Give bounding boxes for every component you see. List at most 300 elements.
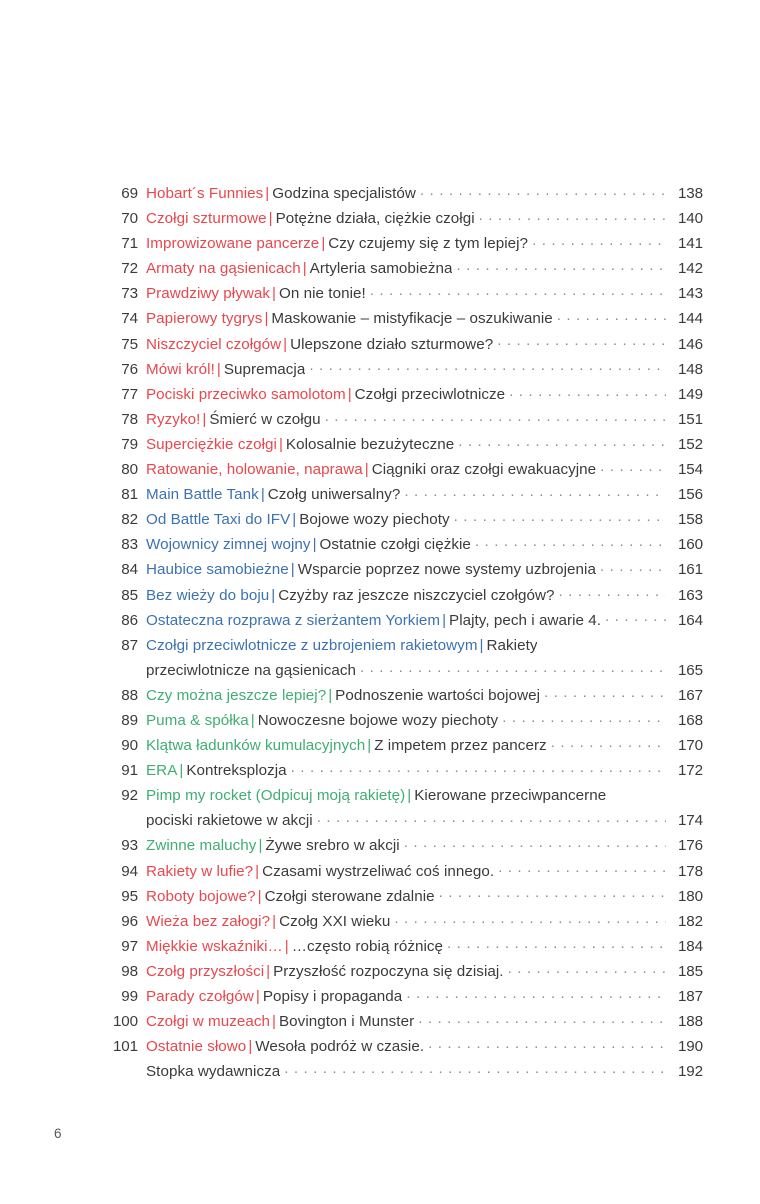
toc-entry-page-number: 185 [677,962,703,980]
toc-entry-subtitle: Bojowe wozy piechoty [299,511,450,529]
toc-entry-line [108,833,703,858]
page-folio-number: 6 [54,1126,62,1141]
toc-entry-separator: | [260,486,265,504]
toc-entry-separator: | [248,1038,253,1056]
toc-entry-separator: | [216,360,221,378]
toc-entry-title: Main Battle Tank [146,486,259,504]
toc-entry[interactable] [108,432,703,457]
toc-entry[interactable] [108,583,703,608]
toc-entry-line [108,482,703,507]
toc-entry[interactable] [108,407,703,432]
toc-entry-line [108,256,703,281]
toc-entry[interactable] [108,833,703,858]
toc-leader-dots [309,358,666,373]
toc-leader-dots [544,685,666,700]
toc-entry-separator: | [264,310,269,328]
toc-entry-page-number: 167 [677,686,703,704]
toc-leader-dots [317,810,666,825]
toc-entry-text [138,382,505,407]
toc-entry-subtitle: Ostatnie czołgi ciężkie [319,536,471,554]
toc-entry-subtitle: Ciągniki oraz czołgi ewakuacyjne [371,461,597,479]
toc-entry-line [108,1009,703,1034]
toc-entry-number: 88 [121,686,138,704]
toc-entry-title: Roboty bojowe? [146,887,256,905]
toc-entry[interactable] [108,557,703,582]
toc-entry[interactable] [108,633,703,683]
toc-entry-number: 75 [121,335,138,353]
toc-entry[interactable] [108,959,703,984]
toc-entry-title: Prawdziwy pływak [146,285,271,303]
toc-entry-page-number: 143 [677,285,703,303]
toc-entry-line [108,557,703,582]
toc-entry-line [108,758,703,783]
toc-entry-subtitle: Artyleria samobieżna [309,260,453,278]
toc-entry-subtitle: Czyżby raz jeszcze niszczyciel czołgów? [278,586,555,604]
toc-entry-line [108,859,703,884]
toc-entry-list [108,181,703,1084]
toc-entry-number: 98 [121,962,138,980]
toc-leader-dots [600,559,666,574]
toc-leader-dots [508,961,666,976]
toc-leader-dots [458,434,666,449]
toc-entry-line [108,382,703,407]
toc-entry-page-number: 142 [677,260,703,278]
toc-entry-line [108,306,703,331]
toc-entry[interactable] [108,256,703,281]
toc-entry-page-number: 156 [677,486,703,504]
toc-leader-dots [600,459,666,474]
toc-entry-line-continued [108,658,703,683]
toc-entry-page-number: 151 [677,410,703,428]
toc-entry-title: Pociski przeciwko samolotom [146,385,346,403]
toc-entry-subtitle: Kierowane przeciwpancerne [414,787,607,805]
toc-entry-title: Ratowanie, holowanie, naprawa [146,461,363,479]
toc-entry-line [108,457,703,482]
toc-entry-subtitle: Czy czujemy się z tym lepiej? [328,235,529,253]
toc-entry-title: Haubice samobieżne [146,561,289,579]
toc-entry-text [138,332,493,357]
toc-leader-dots [557,308,666,323]
toc-entry-separator: | [265,185,270,202]
toc-entry-separator: | [250,711,255,729]
toc-leader-dots [479,208,666,223]
toc-entry-number: 78 [121,410,138,428]
toc-entry-page-number: 182 [677,912,703,930]
toc-entry[interactable] [108,231,703,256]
toc-entry-line [108,934,703,959]
toc-entry-page-number: 187 [677,988,703,1005]
toc-entry-subtitle-continued: przeciwlotnicze na gąsienicach [146,661,357,679]
toc-leader-dots [360,660,666,675]
toc-entry-page-number: 154 [677,461,703,479]
toc-entry-subtitle: Ulepszone działo szturmowe? [290,335,494,353]
toc-entry-number: 69 [121,185,138,202]
toc-entry[interactable] [108,457,703,482]
toc-entry-number: 85 [121,586,138,604]
toc-entry[interactable] [108,306,703,331]
toc-entry-separator: | [255,862,260,880]
toc-entry-text [138,633,537,658]
toc-entry[interactable] [108,934,703,959]
toc-entry-text [138,959,504,984]
toc-entry-separator: | [268,210,273,228]
toc-entry-page-number: 165 [677,661,703,679]
toc-entry-separator: | [272,285,276,303]
toc-leader-dots [532,233,666,248]
toc-entry-number: 72 [121,260,138,278]
toc-entry[interactable] [108,532,703,557]
toc-entry-text [138,608,601,633]
toc-entry-line [108,281,703,306]
toc-entry-text [138,357,305,382]
toc-entry-title: ERA [146,762,178,780]
toc-entry-subtitle: Supremacja [223,360,306,378]
toc-entry-page-number: 161 [677,561,703,579]
toc-entry-number: 71 [121,235,138,253]
toc-entry-text [138,984,402,1009]
toc-entry-title: Zwinne maluchy [146,837,257,855]
toc-entry-text [138,758,287,783]
toc-entry-separator: | [292,511,297,529]
toc-entry-line-continued [108,808,703,833]
toc-entry-title: Miękkie wskaźniki… [146,937,283,955]
toc-entry-subtitle: Kontreksplozja [186,762,287,780]
toc-entry-title: Papierowy tygrys [146,310,263,328]
toc-entry-line [108,583,703,608]
toc-entry-title: Czołgi w muzeach [146,1013,271,1031]
toc-entry-subtitle: …często robią różnicę [291,937,444,955]
toc-entry-separator: | [257,887,262,905]
toc-entry-title: Czołgi szturmowe [146,210,267,228]
toc-entry-subtitle: Kolosalnie bezużyteczne [285,435,455,453]
toc-entry-subtitle: On nie tonie! [278,285,366,303]
toc-entry-number: 90 [121,737,138,755]
toc-entry-subtitle: Podnoszenie wartości bojowej [335,686,541,704]
toc-entry-page-number: 178 [677,862,703,880]
toc-entry-page-number: 188 [677,1013,703,1031]
toc-entry-text [138,206,475,231]
toc-entry-separator: | [278,435,283,453]
toc-entry-number: 99 [121,988,138,1005]
toc-leader-dots [502,710,666,725]
toc-entry-text [138,507,450,532]
toc-entry-separator: | [272,1013,276,1031]
toc-entry-line [108,909,703,934]
toc-entry-line [108,432,703,457]
toc-entry-line [108,884,703,909]
toc-entry-text [138,256,452,281]
toc-entry-title: Wieża bez załogi? [146,912,271,930]
toc-entry-text [138,833,400,858]
toc-leader-dots [394,911,666,926]
toc-entry[interactable] [108,1009,703,1034]
toc-leader-dots [475,534,666,549]
toc-entry-text [138,909,390,934]
toc-entry-separator: | [347,385,352,403]
toc-leader-dots [439,885,666,900]
toc-entry-title: Od Battle Taxi do IFV [146,511,291,529]
toc-entry-subtitle: Plajty, pech i awarie 4. [449,611,602,629]
toc-entry-title: Czołgi przeciwlotnicze z uzbrojeniem rakietowym [146,636,478,654]
toc-entry-separator: | [284,937,289,955]
toc-entry-number: 84 [121,561,138,579]
toc-entry-number: 77 [121,385,138,403]
toc-entry-page-number: 146 [677,335,703,353]
toc-entry-title: Puma & spółka [146,711,249,729]
toc-entry-number: 96 [121,912,138,930]
toc-entry-page-number: 158 [677,511,703,529]
toc-entry-subtitle: Śmierć w czołgu [209,410,321,428]
toc-entry-subtitle: Czołg XXI wieku [279,912,391,930]
toc-entry-page-number: 148 [677,360,703,378]
toc-entry-text [138,482,400,507]
toc-entry-number: 95 [121,887,138,905]
toc-leader-dots [551,735,666,750]
toc-leader-dots [509,384,666,399]
toc-entry[interactable] [108,733,703,758]
toc-entry-page-number: 152 [677,435,703,453]
toc-entry-subtitle: Nowoczesne bojowe wozy piechoty [257,711,499,729]
toc-entry-text [138,934,443,959]
toc-entry-separator: | [272,912,277,930]
toc-entry-subtitle: Czołg uniwersalny? [267,486,401,504]
toc-entry-subtitle: Żywe srebro w akcji [265,837,400,855]
toc-entry-text [138,432,454,457]
toc-entry-subtitle: Wesoła podróż w czasie. [255,1038,425,1056]
toc-entry-title: Czołg przyszłości [146,962,265,980]
toc-entry-title: Wojownicy zimnej wojny [146,536,311,554]
toc-entry-page-number: 168 [677,711,703,729]
toc-entry-number: 91 [121,762,138,780]
toc-entry[interactable] [108,608,703,633]
toc-entry-number: 76 [121,360,138,378]
toc-entry-title: Mówi król! [146,360,215,378]
toc-entry-text [138,884,435,909]
toc-entry-separator: | [258,837,263,855]
toc-entry-separator: | [479,636,484,654]
toc-leader-dots [456,258,666,273]
toc-entry-title: Czy można jeszcze lepiej? [146,686,327,704]
toc-entry-line [108,708,703,733]
toc-entry[interactable] [108,1034,703,1059]
toc-entry[interactable] [108,884,703,909]
toc-entry-text [138,783,606,808]
toc-entry-line [108,532,703,557]
toc-entry-page-number: 172 [677,762,703,780]
toc-entry-line [108,357,703,382]
toc-entry-page-number: 180 [677,887,703,905]
toc-entry-page-number: 141 [677,235,703,253]
toc-entry-line [108,407,703,432]
toc-entry-subtitle: Wsparcie poprzez nowe systemy uzbrojenia [297,561,596,579]
toc-entry[interactable] [108,382,703,407]
toc-entry-text [138,1009,414,1034]
toc-leader-dots [418,1011,666,1026]
toc-leader-dots [447,936,666,951]
toc-entry-line [108,683,703,708]
toc-leader-dots [497,333,666,348]
toc-entry-number: 80 [121,461,138,479]
toc-entry[interactable] [108,482,703,507]
toc-entry-number: 87 [121,636,138,654]
toc-entry-number: 82 [121,511,138,529]
toc-entry-number: 81 [121,486,138,504]
toc-entry-text [138,1034,424,1059]
toc-leader-dots [428,1036,666,1051]
toc-leader-dots [325,409,666,424]
toc-entry-page-number: 176 [677,837,703,855]
toc-leader-dots [420,183,666,198]
toc-leader-dots [404,835,666,850]
toc-entry-separator: | [202,410,207,428]
toc-entry[interactable] [108,783,703,833]
toc-entry-line [108,507,703,532]
toc-entry-number: 86 [121,611,138,629]
toc-entry-separator: | [283,335,288,353]
toc-entry-subtitle-continued: pociski rakietowe w akcji [146,812,313,830]
toc-entry-separator: | [367,737,372,755]
toc-entry-title: Klątwa ładunków kumulacyjnych [146,737,366,755]
toc-entry-page-number: 164 [677,611,703,629]
toc-leader-dots [291,760,666,775]
toc-entry[interactable] [108,281,703,306]
toc-entry-title: Improwizowane pancerze [146,235,320,253]
toc-leader-dots [558,584,666,599]
toc-entry-page-number: 190 [677,1038,703,1056]
toc-entry-text [138,181,416,206]
toc-leader-dots [605,609,666,624]
toc-entry-number: 93 [121,837,138,855]
toc-entry-separator: | [407,787,412,805]
toc-entry-number: 100 [112,1013,138,1031]
toc-entry-subtitle: Przyszłość rozpoczyna się dzisiaj. [273,962,504,980]
toc-entry-page-number: 163 [677,586,703,604]
toc-entry-page-number: 184 [677,937,703,955]
toc-entry[interactable] [108,206,703,231]
toc-entry-subtitle: Maskowanie – mistyfikacje – oszukiwanie [271,310,553,328]
toc-entry-text [138,859,494,884]
toc-entry-text [138,583,554,608]
toc-entry-text [138,407,321,432]
toc-entry[interactable] [108,1059,703,1084]
toc-entry-text [138,457,596,482]
toc-entry-separator: | [312,536,317,554]
toc-leader-dots [406,986,666,1001]
toc-entry-title: Armaty na gąsienicach [146,260,301,278]
toc-entry-subtitle: Godzina specjalistów [272,185,416,202]
toc-entry-separator: | [364,461,369,479]
toc-entry-subtitle: Bovington i Munster [279,1013,415,1031]
toc-entry-title: Parady czołgów [146,988,254,1005]
toc-leader-dots [284,1061,666,1076]
toc-entry-number: 79 [121,435,138,453]
toc-leader-dots [498,860,666,875]
toc-leader-dots [454,509,666,524]
toc-entry-line [108,332,703,357]
toc-entry-line [108,783,703,808]
toc-entry-text [138,306,553,331]
toc-entry-text [138,557,596,582]
toc-entry-separator: | [179,762,184,780]
toc-entry-subtitle: Popisy i propaganda [262,988,403,1005]
toc-entry[interactable] [108,758,703,783]
toc-entry[interactable] [108,683,703,708]
toc-entry-text [138,683,540,708]
toc-entry-page-number: 149 [677,385,703,403]
toc-entry-number: 101 [112,1038,138,1056]
toc-entry-number: 94 [121,862,138,880]
toc-entry-page-number: 174 [677,812,703,830]
toc-entry-page-number: 192 [677,1063,703,1081]
toc-entry-subtitle: Potężne działa, ciężkie czołgi [275,210,475,228]
toc-entry-text [138,708,498,733]
toc-entry-subtitle: Czasami wystrzeliwać coś innego. [262,862,495,880]
toc-entry-title: Ostatnie słowo [146,1038,247,1056]
toc-entry-separator: | [328,686,333,704]
toc-entry-separator: | [442,611,447,629]
toc-entry[interactable] [108,357,703,382]
toc-entry-separator: | [255,988,260,1005]
toc-entry-page-number: 170 [677,737,703,755]
toc-leader-dots [370,283,666,298]
toc-entry-line [108,181,703,206]
toc-entry[interactable] [108,708,703,733]
toc-entry-separator: | [302,260,307,278]
toc-entry-title: Niszczyciel czołgów [146,335,282,353]
toc-entry-separator: | [290,561,295,579]
toc-entry[interactable] [108,181,703,206]
toc-entry-subtitle: Z impetem przez pancerz [374,737,547,755]
toc-entry-title: Bez wieży do boju [146,586,270,604]
toc-leader-dots [404,484,666,499]
toc-entry-title: Ryzyko! [146,410,201,428]
toc-entry-line [108,733,703,758]
toc-entry-number: 83 [121,536,138,554]
toc-entry[interactable] [108,332,703,357]
toc-entry-line [108,984,703,1009]
toc-entry-line [108,608,703,633]
toc-entry-text [138,1059,280,1084]
toc-entry-line [108,1034,703,1059]
toc-entry-number: 73 [121,285,138,303]
toc-entry-title: Rakiety w lufie? [146,862,254,880]
toc-entry-title: Superciężkie czołgi [146,435,277,453]
toc-entry-separator: | [271,586,276,604]
toc-entry-page-number: 140 [677,210,703,228]
toc-entry-line [108,1059,703,1084]
toc-entry-page-number: 160 [677,536,703,554]
toc-entry-subtitle: Czołgi sterowane zdalnie [264,887,435,905]
toc-entry-text [138,532,471,557]
toc-entry-number: 74 [121,310,138,328]
toc-entry[interactable] [108,984,703,1009]
toc-entry-number: 92 [121,787,138,805]
toc-entry-text [138,231,528,256]
toc-entry-subtitle: Stopka wydawnicza [146,1063,281,1081]
toc-entry[interactable] [108,859,703,884]
toc-entry[interactable] [108,507,703,532]
toc-entry-separator: | [321,235,326,253]
toc-entry-text [138,733,547,758]
toc-entry-line [108,633,703,658]
toc-entry-subtitle: Rakiety [486,636,538,654]
toc-entry-line [108,959,703,984]
toc-entry-page-number: 144 [677,310,703,328]
toc-entry-line [108,231,703,256]
toc-entry-title: Hobart´s Funnies [146,185,264,202]
toc-entry[interactable] [108,909,703,934]
toc-entry-title: Ostateczna rozprawa z sierżantem Yorkiem [146,611,441,629]
